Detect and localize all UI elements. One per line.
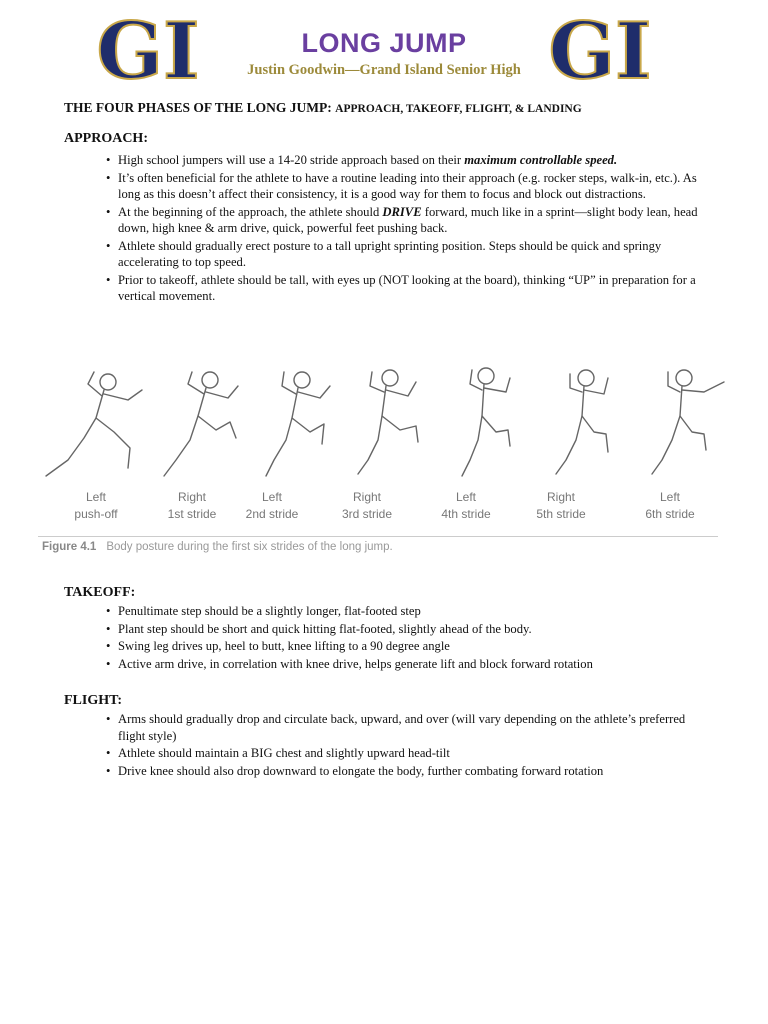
- runner-figure-6: [556, 370, 608, 474]
- stride-label: [51, 489, 141, 523]
- bullet-icon: •: [106, 621, 111, 636]
- phases-heading: [64, 100, 582, 116]
- runner-figure-5: [462, 368, 510, 476]
- list-item: [106, 272, 706, 305]
- list-item-emphasis: maximum controllable speed.: [464, 153, 618, 167]
- stride-side: Right: [546, 490, 575, 504]
- page-title: LONG JUMP: [301, 28, 467, 58]
- stride-side: Left: [261, 490, 282, 504]
- bullet-icon: •: [106, 170, 111, 185]
- list-item-text: At the beginning of the approach, the athlete should: [118, 204, 383, 219]
- list-item: [106, 711, 706, 744]
- logo-lettering: GI: [548, 14, 652, 86]
- bullet-icon: •: [106, 272, 111, 287]
- bullet-icon: •: [106, 712, 111, 726]
- list-item-text: Athlete should maintain a BIG chest and slightly upward head-tilt: [118, 746, 450, 760]
- list-item-text: Active arm drive, in correlation with knee drive, helps generate lift and block forward rotation: [118, 656, 593, 671]
- phases-lead: THE FOUR PHASES OF THE LONG JUMP:: [64, 100, 332, 115]
- logo-lettering: GI: [96, 14, 200, 86]
- bullet-icon: •: [106, 763, 111, 778]
- bullet-icon: •: [106, 238, 111, 253]
- bullet-icon: •: [106, 604, 111, 618]
- list-item: [106, 238, 706, 271]
- header: [0, 28, 768, 79]
- runner-figure-7: [652, 370, 724, 474]
- stride-name: 1st stride: [167, 507, 217, 521]
- list-item-text: Swing leg drives up, heel to butt, knee lifting to a 90 degree angle: [118, 639, 450, 653]
- list-item: [106, 152, 706, 169]
- bullet-icon: •: [106, 746, 111, 760]
- list-item-text: Drive knee should also drop downward to elongate the body, further combating forward rotation: [118, 763, 604, 778]
- stride-label: [322, 489, 412, 523]
- flight-heading: FLIGHT:: [64, 693, 123, 708]
- list-item: [106, 656, 726, 673]
- flight-list: [106, 711, 706, 780]
- list-item-text: Penultimate step should be a slightly longer, flat-footed step: [118, 604, 421, 618]
- stride-figure: [38, 360, 728, 560]
- list-item-text: Prior to takeoff, athlete should be tall, with eyes up (NOT looking at the board), thinking “UP” in preparation for a vertical movement.: [118, 272, 696, 303]
- stride-side: Left: [85, 490, 106, 504]
- bullet-icon: •: [106, 153, 111, 167]
- list-item: [106, 621, 726, 638]
- stride-side: Left: [659, 490, 680, 504]
- list-item-text: Plant step should be short and quick hitting flat-footed, slightly ahead of the body.: [118, 621, 532, 636]
- bullet-icon: •: [106, 639, 111, 653]
- stride-label: [625, 489, 715, 523]
- list-item-text: forward, much like in a sprint—slight body lean, head down, high knee & arm drive, quick, powerful feet pushing back.: [118, 204, 698, 235]
- figure-divider: [38, 536, 718, 537]
- stride-side: Right: [177, 490, 206, 504]
- list-item-text: Athlete should gradually erect posture to a tall upright sprinting position. Steps should be quick and springy accelerating to top speed.: [118, 238, 662, 269]
- stride-name: 6th stride: [645, 507, 695, 521]
- figure-caption: [42, 541, 393, 553]
- runner-figure-2: [164, 372, 238, 476]
- list-item: [106, 638, 726, 655]
- approach-heading: APPROACH:: [64, 131, 148, 146]
- list-item: [106, 603, 726, 620]
- list-item: [106, 204, 706, 237]
- list-item-text: High school jumpers will use a 14-20 stride approach based on their: [118, 153, 465, 167]
- stride-side: Right: [352, 490, 381, 504]
- stride-name: 4th stride: [441, 507, 491, 521]
- stride-label: [421, 489, 511, 523]
- list-item-emphasis: DRIVE: [382, 204, 422, 219]
- runner-figure-1: [46, 372, 142, 476]
- takeoff-heading: TAKEOFF:: [64, 585, 136, 600]
- bullet-icon: •: [106, 656, 111, 671]
- stride-label: [147, 489, 237, 523]
- list-item: [106, 170, 706, 203]
- stride-name: 2nd stride: [245, 507, 299, 521]
- list-item-text: It’s often beneficial for the athlete to have a routine leading into their approach (e.g. rocker steps, walk-in, etc.). As long as this doesn’t affect their consistency, it is a good way for them to focus and block out distractions.: [118, 170, 697, 201]
- bullet-icon: •: [106, 204, 111, 219]
- list-item: [106, 763, 706, 780]
- page-subtitle: Justin Goodwin—Grand Island Senior High: [247, 62, 521, 78]
- figure-caption-text: Body posture during the first six strides of the long jump.: [106, 541, 393, 553]
- stride-label: [227, 489, 317, 523]
- stride-side: Left: [455, 490, 476, 504]
- approach-list: [106, 152, 706, 306]
- runner-figure-3: [266, 372, 330, 476]
- list-item-text: Arms should gradually drop and circulate back, upward, and over (will vary depending on the athlete’s preferred flight style): [118, 712, 686, 743]
- phases-list: APPROACH, TAKEOFF, FLIGHT, & LANDING: [335, 103, 582, 115]
- runner-figure-4: [358, 370, 418, 474]
- list-item: [106, 745, 706, 762]
- takeoff-list: [106, 603, 726, 673]
- stride-name: 5th stride: [536, 507, 586, 521]
- stride-name: 3rd stride: [341, 507, 393, 521]
- figure-caption-label: Figure 4.1: [42, 541, 97, 553]
- stride-name: push-off: [74, 507, 118, 521]
- stride-label: [516, 489, 606, 523]
